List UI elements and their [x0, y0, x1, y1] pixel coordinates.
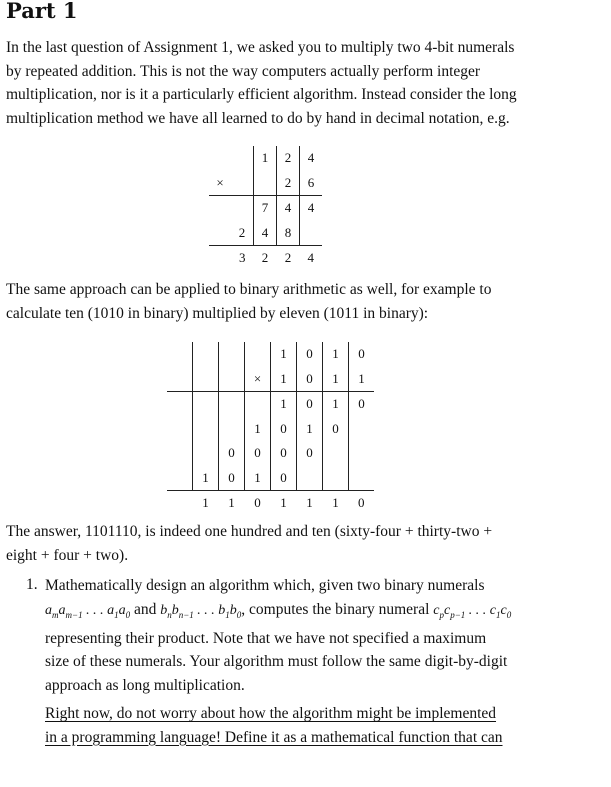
cell: 0 [323, 417, 349, 442]
intro-line: multiplication method we have all learned to do by hand in decimal notation, e.g. [6, 109, 510, 127]
multiply-sign: × [245, 367, 271, 392]
cell: 1 [254, 146, 277, 171]
cell [209, 221, 231, 246]
cell [300, 221, 323, 246]
cell: 1 [306, 495, 313, 511]
cell: 7 [254, 196, 277, 221]
cell: 4 [307, 250, 314, 266]
cell: 8 [277, 221, 300, 246]
cell [254, 171, 277, 196]
note-line: Right now, do not worry about how the algorithm might be implemented [45, 705, 497, 722]
cell: 0 [271, 441, 297, 466]
cell [209, 246, 231, 271]
cell: 1 [202, 495, 209, 511]
cell: 1 [245, 417, 271, 442]
cell: 0 [297, 392, 323, 417]
answer-paragraph [6, 520, 522, 567]
cell [209, 146, 231, 171]
decimal-multiplication-table [209, 146, 322, 271]
item-text-and: and [130, 600, 161, 618]
cell [167, 342, 193, 367]
cell: 2 [261, 250, 269, 266]
cell: 0 [297, 367, 323, 392]
cell: 1 [271, 342, 297, 367]
list-item-number: 1. [26, 576, 38, 593]
cell [193, 441, 219, 466]
cell [231, 146, 254, 171]
section-heading: Part 1 [6, 0, 78, 23]
cell: 0 [245, 441, 271, 466]
cell: 2 [277, 146, 300, 171]
item-line-with-math [45, 598, 512, 627]
binary-intro-line: calculate ten (1010 in binary) multiplied by eleven (1011 in binary): [6, 304, 429, 322]
cell: 1 [193, 466, 219, 491]
multiply-sign: × [209, 171, 231, 196]
cell [193, 392, 219, 417]
binary-numeral-c: $c_pc_{p-1}$ . . . $c_1c_0$ [433, 602, 512, 620]
cell [219, 342, 245, 367]
cell [193, 342, 219, 367]
cell [167, 491, 193, 516]
cell: 1 [323, 367, 349, 392]
cell [167, 466, 193, 491]
cell: 1 [349, 367, 375, 392]
cell [219, 367, 245, 392]
cell: 0 [254, 495, 261, 511]
binary-numeral-a: $a_ma_{m-1}$ . . . $a_1a_0$ [45, 602, 131, 620]
cell: 2 [284, 250, 292, 266]
cell: 1 [245, 466, 271, 491]
cell [167, 392, 193, 417]
cell: 0 [358, 396, 365, 412]
cell: 1 [323, 342, 349, 367]
cell [167, 367, 193, 392]
cell [349, 466, 375, 491]
cell: 1 [323, 392, 349, 417]
cell: 0 [358, 495, 365, 511]
cell [167, 441, 193, 466]
intro-line: In the last question of Assignment 1, we asked you to multiply two 4-bit numerals [6, 39, 515, 56]
answer-line: The answer, 1101110, is indeed one hundred and ten (sixty-four + thirty-two + [6, 523, 493, 540]
cell: 0 [271, 417, 297, 442]
intro-paragraph [6, 36, 522, 130]
cell: 0 [358, 346, 365, 362]
implementation-note [45, 702, 512, 749]
cell [167, 417, 193, 442]
note-line: in a programming language! Define it as a mathematical function that can [45, 728, 503, 746]
cell: 1 [297, 417, 323, 442]
binary-multiplication-table [167, 342, 374, 516]
list-item [45, 574, 512, 697]
intro-line: multiplication, nor is it a particularly efficient algorithm. Instead consider the long [6, 86, 517, 103]
cell [297, 466, 323, 491]
cell [323, 441, 349, 466]
cell: 4 [307, 200, 315, 216]
binary-numeral-b: $b_nb_{n-1}$ . . . $b_1b_0$ [160, 602, 242, 620]
cell: 0 [297, 342, 323, 367]
cell: 2 [277, 171, 300, 196]
cell: 0 [297, 441, 323, 466]
cell: 0 [271, 466, 297, 491]
cell: 6 [300, 171, 323, 196]
cell [349, 441, 375, 466]
item-line: Mathematically design an algorithm which, given two binary numerals [45, 577, 485, 594]
cell [219, 392, 245, 417]
cell: 4 [307, 150, 315, 166]
cell: 0 [219, 466, 245, 491]
cell [209, 196, 231, 221]
cell: 0 [219, 441, 245, 466]
cell [245, 392, 271, 417]
cell: 1 [280, 495, 287, 511]
cell: 2 [231, 221, 254, 246]
cell [245, 342, 271, 367]
item-line: size of these numerals. Your algorithm must follow the same digit-by-digit [45, 653, 508, 671]
binary-intro-line: The same approach can be applied to binary arithmetic as well, for example to [6, 281, 492, 298]
cell: 1 [332, 495, 339, 511]
cell [323, 466, 349, 491]
cell: 1 [271, 367, 297, 392]
cell [231, 196, 254, 221]
cell [231, 171, 254, 196]
cell: 4 [277, 196, 300, 221]
item-line: approach as long multiplication. [45, 676, 245, 694]
cell [349, 417, 375, 442]
item-text-computes: , computes the binary numeral [241, 600, 434, 618]
cell: 3 [239, 250, 246, 266]
cell: 1 [271, 392, 297, 417]
cell [193, 417, 219, 442]
answer-line: eight + four + two). [6, 546, 129, 564]
intro-line: by repeated addition. This is not the way computers actually perform integer [6, 62, 481, 80]
cell: 4 [254, 221, 277, 246]
cell: 1 [228, 495, 235, 511]
cell [193, 367, 219, 392]
item-line: representing their product. Note that we have not specified a maximum [45, 629, 487, 647]
binary-intro-paragraph [6, 278, 522, 325]
cell [219, 417, 245, 442]
